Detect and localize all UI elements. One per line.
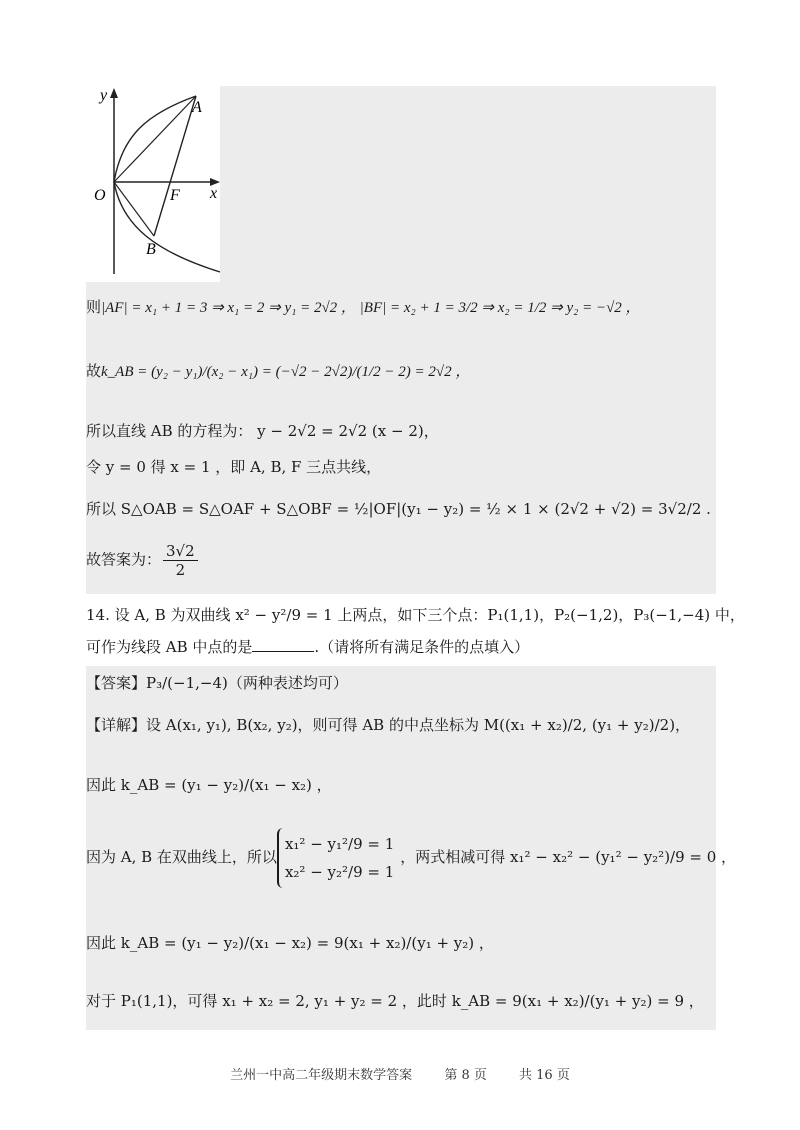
answer-label-line: 【答案】P₃/(−1,−4)（两种表述均可） bbox=[86, 674, 348, 692]
line-af-bf-math: |AF| = x₁ + 1 = 3 ⇒ x₁ = 2 ⇒ y₁ = 2√2 ， |BF| = x₂ + 1 = 3/2 ⇒ x₂ = 1/2 ⇒ y₂ = −√2 ， bbox=[101, 300, 641, 316]
system-eq-1: x₁² − y₁²/9 = 1 bbox=[284, 835, 395, 853]
chord-AB bbox=[154, 96, 196, 236]
answer-fraction bbox=[163, 542, 198, 579]
line-slope bbox=[86, 360, 470, 383]
line-slope-math: k_AB = (y₂ − y₁)/(x₂ − x₁) = (−√2 − 2√2)/(1/2 − 2) = 2√2 ， bbox=[101, 364, 471, 380]
footer-total: 共 16 页 bbox=[519, 1068, 570, 1083]
k-expression-line: 因此 k_AB = (y₁ − y₂)/(x₁ − x₂) = 9(x₁ + x₂)/(y₁ + y₂) ， bbox=[86, 934, 494, 952]
line-af-bf bbox=[86, 296, 641, 319]
system-suffix: ，两式相减可得 x₁² − x₂² − (y₁² − y₂²)/9 = 0 ， bbox=[400, 848, 737, 866]
answer-numerator: 3√2 bbox=[163, 542, 198, 561]
line-collinear: 令 y = 0 得 x = 1 ，即 A, B, F 三点共线， bbox=[86, 458, 382, 476]
p1-check-line: 对于 P₁(1,1)，可得 x₁ + x₂ = 2, y₁ + y₂ = 2 ，此时 k_AB = 9(x₁ + x₂)/(y₁ + y₂) = 9 ， bbox=[86, 992, 704, 1010]
label-F: F bbox=[170, 187, 180, 204]
system-eq-2: x₂² − y₂²/9 = 1 bbox=[284, 863, 395, 881]
segment-OB bbox=[114, 182, 154, 236]
y-axis-arrow bbox=[110, 88, 118, 98]
parabola-curve bbox=[114, 96, 220, 272]
question-14-line2 bbox=[86, 636, 529, 658]
line-equation: 所以直线 AB 的方程为： y − 2√2 = 2√2 (x − 2)， bbox=[86, 422, 439, 440]
label-A: A bbox=[192, 99, 202, 116]
question-14-line1: 14. 设 A, B 为双曲线 x² − y²/9 = 1 上两点，如下三个点：P₁(1,1)，P₂(−1,2)，P₃(−1,−4) 中， bbox=[86, 606, 745, 624]
k-definition-line: 因此 k_AB = (y₁ − y₂)/(x₁ − x₂) ， bbox=[86, 776, 332, 794]
answer-denominator: 2 bbox=[175, 561, 186, 579]
page-footer bbox=[0, 1064, 800, 1083]
footer-page: 第 8 页 bbox=[444, 1068, 487, 1083]
label-x: x bbox=[210, 185, 218, 202]
system-prefix: 因为 A, B 在双曲线上，所以 bbox=[86, 848, 277, 866]
question-14-prompt: 可作为线段 AB 中点的是 bbox=[86, 638, 253, 656]
line-slope-prefix: 故 bbox=[86, 362, 102, 380]
system-line bbox=[86, 828, 736, 888]
shaded-solution-block-top bbox=[220, 86, 716, 282]
label-origin: O bbox=[94, 187, 106, 204]
line-af-bf-prefix: 则 bbox=[86, 298, 102, 316]
line-answer-value bbox=[86, 542, 200, 579]
label-y: y bbox=[100, 87, 108, 104]
label-B: B bbox=[146, 241, 156, 258]
answer-blank bbox=[252, 637, 314, 652]
question-14-suffix: .（请将所有满足条件的点填入） bbox=[314, 638, 530, 656]
equation-system bbox=[277, 828, 400, 888]
footer-title: 兰州一中高二年级期末数学答案 bbox=[230, 1068, 413, 1083]
answer-prefix: 故答案为： bbox=[86, 550, 162, 569]
parabola-figure bbox=[86, 86, 222, 282]
line-area: 所以 S△OAB = S△OAF + S△OBF = ½|OF|(y₁ − y₂) = ½ × 1 × (2√2 + √2) = 3√2/2 . bbox=[86, 500, 711, 518]
detail-line: 【详解】设 A(x₁, y₁), B(x₂, y₂)，则可得 AB 的中点坐标为 M((x₁ + x₂)/2, (y₁ + y₂)/2)， bbox=[86, 716, 691, 734]
